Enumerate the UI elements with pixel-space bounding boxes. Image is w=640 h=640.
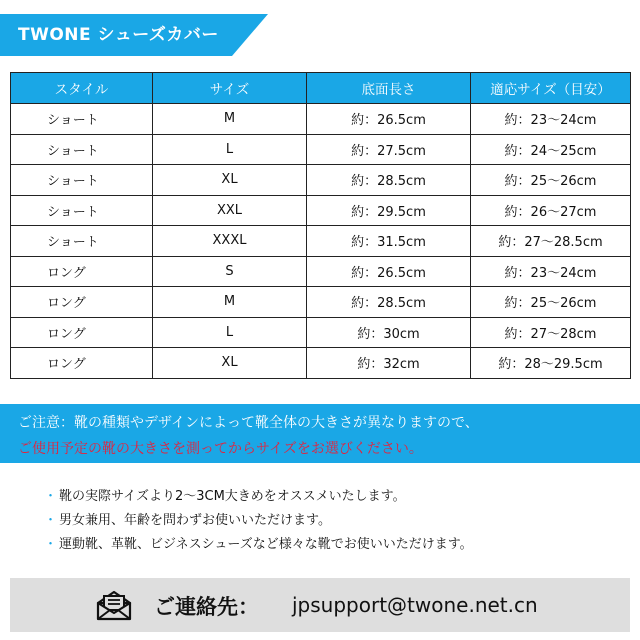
cell-fit-size: 約：27～28cm xyxy=(471,317,631,348)
cell-sole-length: 約：28.5cm xyxy=(307,165,471,196)
notice-band xyxy=(0,404,640,463)
header-size: サイズ xyxy=(153,73,307,104)
cell-sole-length: 約：27.5cm xyxy=(307,134,471,165)
contact-label: ご連絡先： xyxy=(154,595,259,619)
cell-fit-size: 約：26～27cm xyxy=(471,195,631,226)
cell-sole-length: 約：29.5cm xyxy=(307,195,471,226)
cell-fit-size: 約：24～25cm xyxy=(471,134,631,165)
cell-size: XXL xyxy=(153,195,307,226)
cell-fit-size: 約：23～24cm xyxy=(471,256,631,287)
cell-size: L xyxy=(153,134,307,165)
cell-style: ロング xyxy=(11,256,153,287)
header-sole-length: 底面長さ xyxy=(307,73,471,104)
mail-icon xyxy=(94,589,134,621)
notice-warning-text: ご使用予定の靴の大きさを測ってからサイズをお選びください。 xyxy=(18,441,423,457)
list-item xyxy=(44,533,473,557)
feature-list xyxy=(44,485,473,557)
page-title: TWONE シューズカバー xyxy=(18,25,219,45)
list-item-text: 運動靴、革靴、ビジネスシューズなど様々な靴でお使いいただけます。 xyxy=(59,537,473,552)
header-fit-size: 適応サイズ（目安） xyxy=(471,73,631,104)
cell-style: ショート xyxy=(11,195,153,226)
cell-sole-length: 約：30cm xyxy=(307,317,471,348)
cell-size: M xyxy=(153,287,307,318)
table-row xyxy=(11,226,631,257)
cell-style: ショート xyxy=(11,165,153,196)
cell-fit-size: 約：25～26cm xyxy=(471,165,631,196)
table-row xyxy=(11,134,631,165)
table-row xyxy=(11,195,631,226)
table-row xyxy=(11,317,631,348)
contact-email: jpsupport@twone.net.cn xyxy=(292,593,538,617)
bullet-dot-icon: ・ xyxy=(44,537,58,552)
bullet-dot-icon: ・ xyxy=(44,513,58,528)
cell-sole-length: 約：26.5cm xyxy=(307,256,471,287)
table-row xyxy=(11,165,631,196)
bullet-dot-icon: ・ xyxy=(44,489,58,504)
list-item xyxy=(44,485,473,509)
cell-sole-length: 約：32cm xyxy=(307,348,471,379)
list-item-text: 男女兼用、年齢を問わずお使いいただけます。 xyxy=(59,513,331,528)
cell-fit-size: 約：27～28.5cm xyxy=(471,226,631,257)
cell-size: M xyxy=(153,104,307,135)
cell-sole-length: 約：31.5cm xyxy=(307,226,471,257)
cell-size: S xyxy=(153,256,307,287)
cell-size: L xyxy=(153,317,307,348)
cell-fit-size: 約：28～29.5cm xyxy=(471,348,631,379)
cell-style: ショート xyxy=(11,104,153,135)
table-row xyxy=(11,104,631,135)
cell-style: ロング xyxy=(11,317,153,348)
cell-style: ショート xyxy=(11,134,153,165)
cell-size: XL xyxy=(153,165,307,196)
notice-text: ご注意：靴の種類やデザインによって靴全体の大きさが異なりますので、 xyxy=(18,415,479,431)
cell-size: XL xyxy=(153,348,307,379)
size-table xyxy=(10,72,631,379)
table-row xyxy=(11,287,631,318)
cell-style: ロング xyxy=(11,348,153,379)
header-banner xyxy=(0,14,268,56)
cell-style: ロング xyxy=(11,287,153,318)
cell-fit-size: 約：23～24cm xyxy=(471,104,631,135)
cell-size: XXXL xyxy=(153,226,307,257)
table-header-row xyxy=(11,73,631,104)
cell-fit-size: 約：25～26cm xyxy=(471,287,631,318)
cell-style: ショート xyxy=(11,226,153,257)
contact-bar xyxy=(10,578,630,632)
list-item-text: 靴の実際サイズより2～3CM大きめをオススメいたします。 xyxy=(59,489,406,504)
header-style: スタイル xyxy=(11,73,153,104)
table-row xyxy=(11,348,631,379)
cell-sole-length: 約：26.5cm xyxy=(307,104,471,135)
list-item xyxy=(44,509,473,533)
table-row xyxy=(11,256,631,287)
cell-sole-length: 約：28.5cm xyxy=(307,287,471,318)
